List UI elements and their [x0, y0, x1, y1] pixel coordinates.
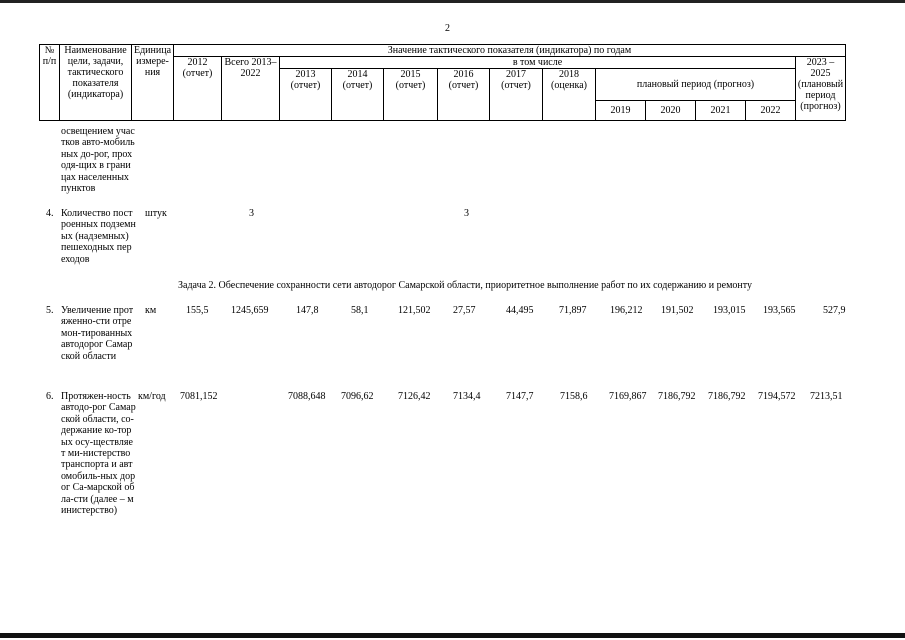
bottom-border — [0, 633, 905, 638]
header-year-2019: 2019 — [596, 101, 646, 121]
row6-2012: 7081,152 — [180, 391, 218, 402]
row5-2019: 196,212 — [610, 305, 643, 316]
row6-2016: 7134,4 — [453, 391, 481, 402]
row5-2014: 58,1 — [351, 305, 369, 316]
row6-2022: 7194,572 — [758, 391, 796, 402]
header-year-2013: 2013 (отчет) — [280, 69, 332, 121]
header-year-2016: 2016 (отчет) — [438, 69, 490, 121]
row6-unit: км/год — [138, 391, 166, 402]
header-year-2015: 2015 (отчет) — [384, 69, 438, 121]
row5-2016: 27,57 — [453, 305, 476, 316]
row5-2022: 193,565 — [763, 305, 796, 316]
header-planned: плановый период (прогноз) — [596, 69, 796, 101]
header-including: в том числе — [280, 57, 796, 69]
header-2012: 2012 (отчет) — [174, 57, 222, 121]
row6-2017: 7147,7 — [506, 391, 534, 402]
continued-name: освещением участков авто-мобильных до-рог, проходя-щих в границах населенных пунктов — [61, 126, 135, 195]
row5-2023-2025: 527,9 — [823, 305, 846, 316]
header-year-2020: 2020 — [646, 101, 696, 121]
row5-name: Увеличение протяженно-сти отремон-тированных автодорог Самарской области — [61, 305, 134, 362]
header-year-2014: 2014 (отчет) — [332, 69, 384, 121]
header-2023-2025: 2023 – 2025 (плановый период (прогноз) — [796, 57, 846, 121]
header-total: Всего 2013–2022 — [222, 57, 280, 121]
row6-2023-2025: 7213,51 — [810, 391, 843, 402]
row6-2021: 7186,792 — [708, 391, 746, 402]
header-name: Наименование цели, задачи, тактического показателя (индикатора) — [60, 45, 132, 121]
row5-2015: 121,502 — [398, 305, 431, 316]
row5-2017: 44,495 — [506, 305, 534, 316]
header-unit: Единица измере-ния — [132, 45, 174, 121]
row4-2016: 3 — [464, 208, 469, 219]
row6-2014: 7096,62 — [341, 391, 374, 402]
row5-num: 5. — [46, 305, 54, 316]
row6-name: Протяжен-ность автодо-рог Самарской области, со-держание ко-торых осу-ществляет ми-нистерство транспорта и автомобиль-ных дорог Са-марской обла-сти (далее – министерство) — [61, 391, 136, 517]
row4-total: 3 — [249, 208, 254, 219]
row6-2018: 7158,6 — [560, 391, 588, 402]
row6-2013: 7088,648 — [288, 391, 326, 402]
row5-2021: 193,015 — [713, 305, 746, 316]
row5-2013: 147,8 — [296, 305, 319, 316]
row6-2019: 7169,867 — [609, 391, 647, 402]
header-num: № п/п — [40, 45, 60, 121]
row5-2018: 71,897 — [559, 305, 587, 316]
row4-unit: штук — [145, 208, 167, 219]
row5-total: 1245,659 — [231, 305, 269, 316]
row4-name: Количество построенных подземных (надземных) пешеходных переходов — [61, 208, 136, 265]
header-group-title: Значение тактического показателя (индикатора) по годам — [174, 45, 846, 57]
row5-2012: 155,5 — [186, 305, 209, 316]
row6-2020: 7186,792 — [658, 391, 696, 402]
task-2-heading: Задача 2. Обеспечение сохранности сети автодорог Самарской области, приоритетное выполнение работ по их содержанию и ремонту — [178, 280, 752, 291]
header-year-2021: 2021 — [696, 101, 746, 121]
header-year-2018: 2018 (оценка) — [543, 69, 596, 121]
row6-2015: 7126,42 — [398, 391, 431, 402]
header-table — [39, 44, 846, 121]
top-border — [0, 0, 905, 3]
page-number: 2 — [445, 23, 450, 34]
row6-num: 6. — [46, 391, 54, 402]
row5-unit: км — [145, 305, 157, 316]
row5-2020: 191,502 — [661, 305, 694, 316]
header-year-2022: 2022 — [746, 101, 796, 121]
row4-num: 4. — [46, 208, 54, 219]
header-year-2017: 2017 (отчет) — [490, 69, 543, 121]
